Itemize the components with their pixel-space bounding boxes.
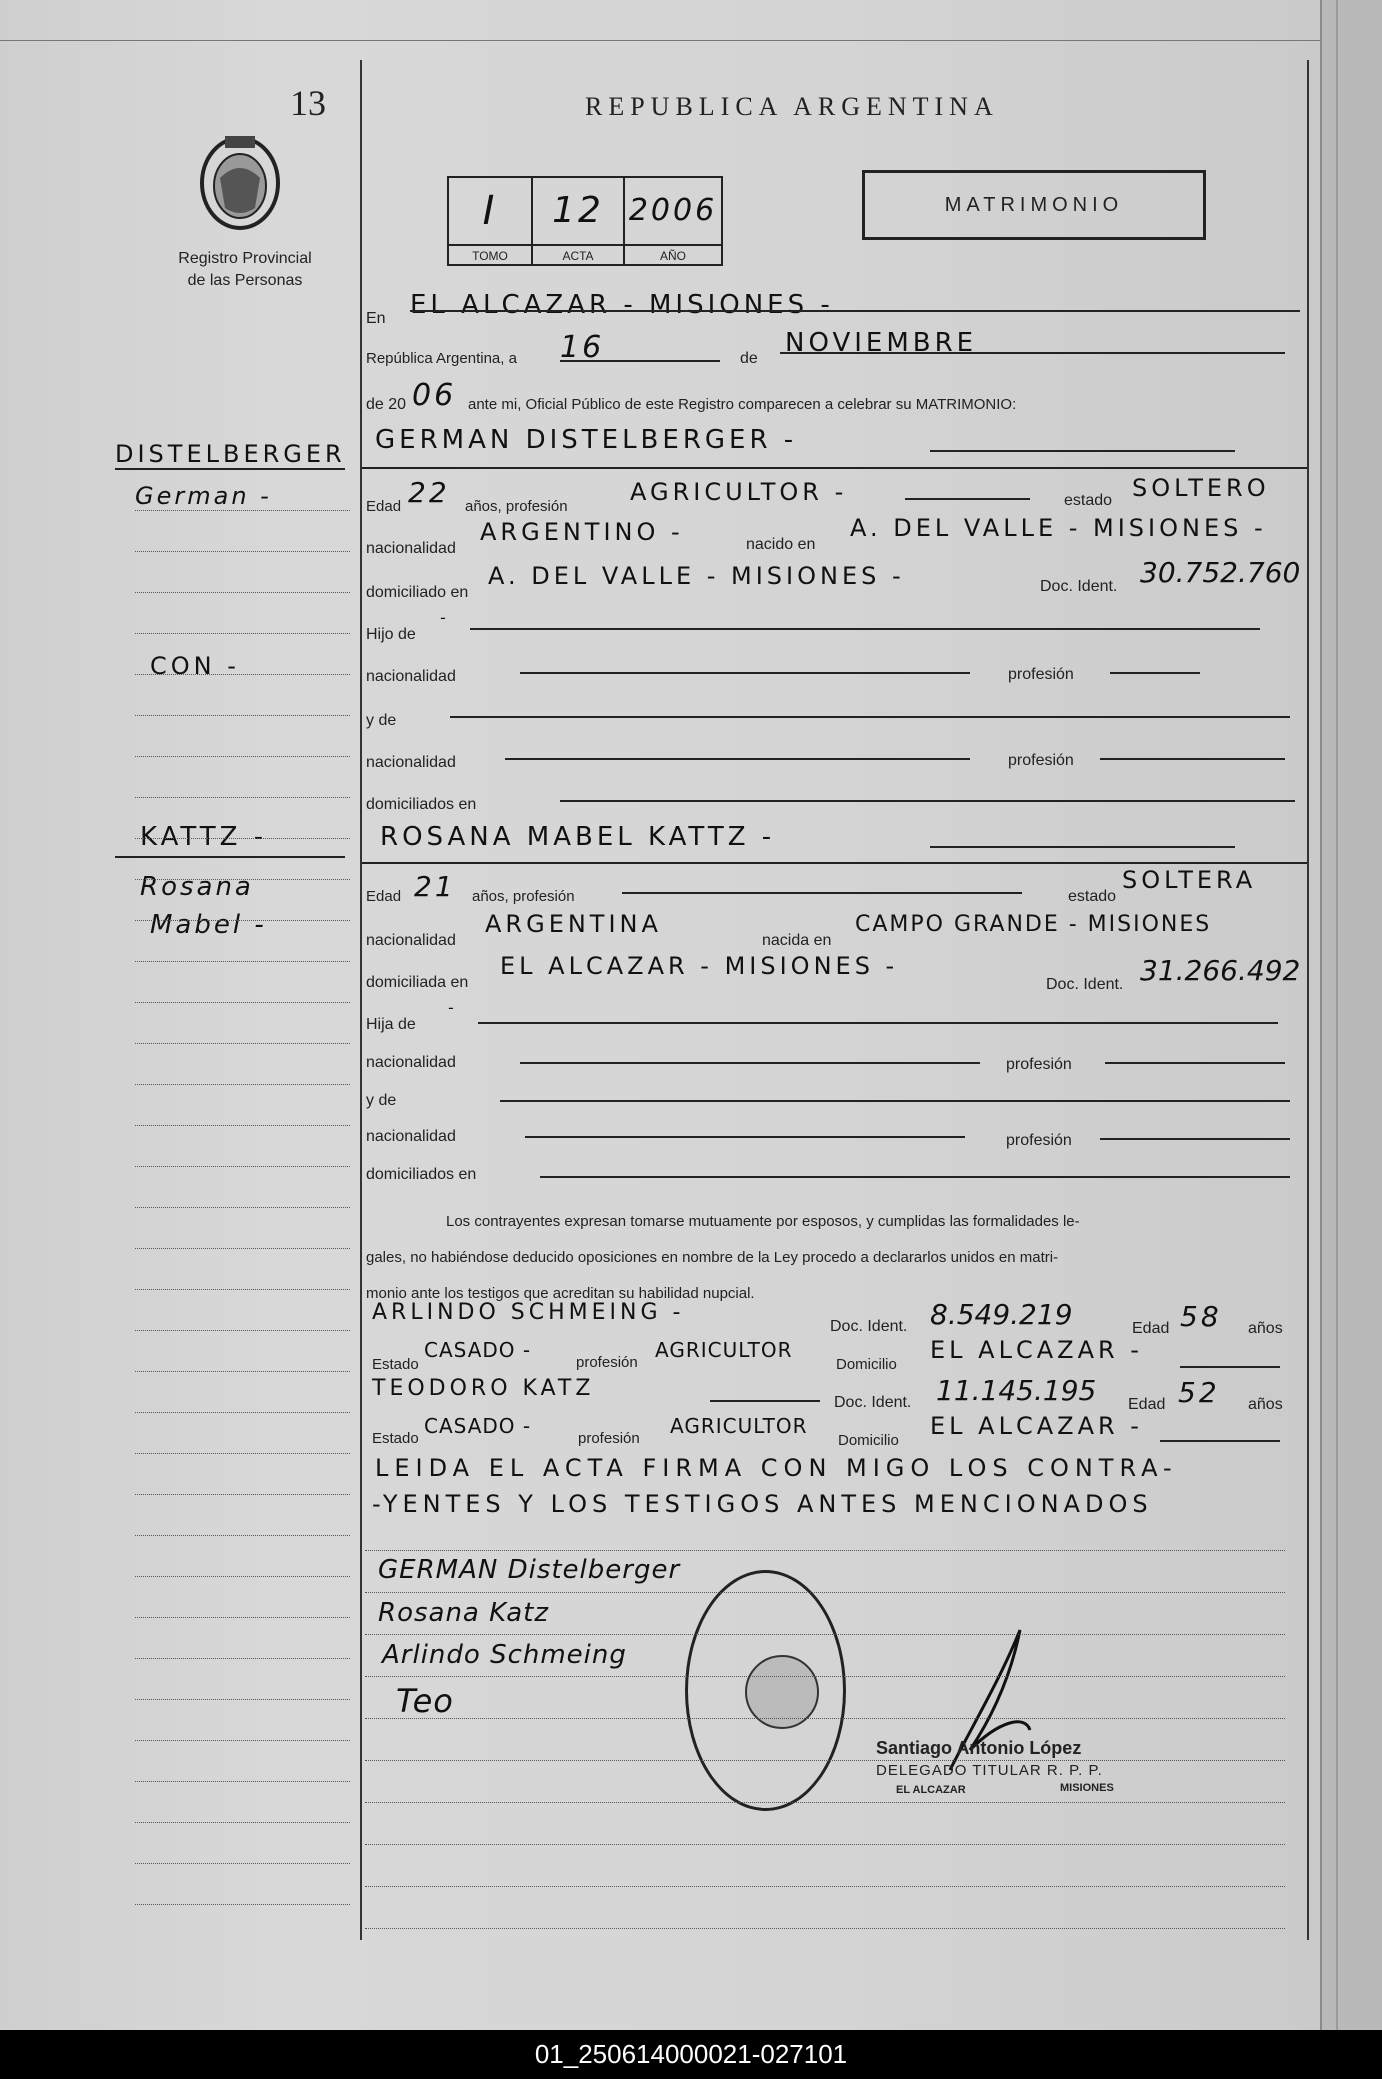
groom-nac2-line xyxy=(520,672,970,674)
groom-doc-label: Doc. Ident. xyxy=(1040,578,1118,595)
groom-prof3-line xyxy=(1100,758,1285,760)
bride-doc-value: 31.266.492 xyxy=(1140,954,1301,987)
witness1-edad-value: 58 xyxy=(1180,1300,1222,1333)
bride-domicilio-value: EL ALCAZAR - MISIONES - xyxy=(500,952,899,980)
groom-anios-profesion-label: años, profesión xyxy=(465,498,568,515)
margin-rule-line xyxy=(135,756,350,757)
hijo-line xyxy=(470,628,1260,630)
comparecen-text: ante mi, Oficial Público de este Registro comparecen a celebrar su MATRIMONIO: xyxy=(468,396,1017,413)
bride-anios-profesion-label: años, profesión xyxy=(472,888,575,905)
place-value: EL ALCAZAR - MISIONES - xyxy=(410,290,834,320)
groom-nacionalidad-value: ARGENTINO - xyxy=(480,518,684,546)
official-name: Santiago Antonio López xyxy=(876,1738,1082,1758)
witness1-domicilio-line xyxy=(1180,1366,1280,1368)
bride-estado-label: estado xyxy=(1068,888,1117,905)
margin-rule-line xyxy=(135,1494,350,1495)
republica-label: República Argentina, a xyxy=(366,350,517,367)
bride-edad-label: Edad xyxy=(366,888,402,905)
groom-margin-line xyxy=(115,468,345,470)
body-rule-line xyxy=(365,1802,1285,1803)
bride-nac2-label: nacionalidad xyxy=(366,1054,456,1071)
hija-line xyxy=(478,1022,1278,1024)
day-value: 16 xyxy=(560,330,605,365)
bride-domiciliados-label: domiciliados en xyxy=(366,1166,477,1183)
witness2-name: TEODORO KATZ xyxy=(372,1376,595,1401)
month-value: NOVIEMBRE xyxy=(785,328,978,358)
witness1-edad-label: Edad xyxy=(1132,1320,1170,1337)
country-heading: REPUBLICA ARGENTINA xyxy=(585,92,999,121)
registry-name xyxy=(165,248,325,292)
body-rule-line xyxy=(365,1676,1285,1677)
con-label: CON - xyxy=(150,652,240,680)
scan-identifier: 01_250614000021-027101 xyxy=(0,2030,1382,2079)
tomo-label: TOMO xyxy=(449,244,533,266)
margin-rule-line xyxy=(135,1658,350,1659)
acta-label: ACTA xyxy=(533,244,625,266)
witness2-estado-value: CASADO - xyxy=(424,1414,532,1438)
margin-rule xyxy=(360,60,362,1940)
registry-line2: de las Personas xyxy=(187,272,303,289)
anio-label: AÑO xyxy=(625,244,721,266)
witness2-domicilio-line xyxy=(1160,1440,1280,1442)
official-place2: MISIONES xyxy=(1060,1782,1114,1794)
groom-domicilio-value: A. DEL VALLE - MISIONES - xyxy=(488,562,905,590)
margin-rule-line xyxy=(135,715,350,716)
groom-nacido-value: A. DEL VALLE - MISIONES - xyxy=(850,514,1267,542)
bride-prof2-line xyxy=(1105,1062,1285,1064)
groom-prof3-label: profesión xyxy=(1008,752,1074,769)
groom-nac3-label: nacionalidad xyxy=(366,754,456,771)
right-rule xyxy=(1307,60,1309,1940)
groom-domiciliados-label: domiciliados en xyxy=(366,796,477,813)
witness2-domicilio-label: Domicilio xyxy=(838,1432,899,1449)
top-rule xyxy=(0,40,1320,41)
margin-rule-line xyxy=(135,1822,350,1823)
bride-nacida-label: nacida en xyxy=(762,932,832,949)
coat-of-arms-icon xyxy=(195,128,285,238)
de20-label: de 20 xyxy=(366,396,407,413)
groom-profesion-value: AGRICULTOR - xyxy=(630,478,848,506)
margin-rule-line xyxy=(135,1002,350,1003)
margin-rule-line xyxy=(135,797,350,798)
witness1-estado-value: CASADO - xyxy=(424,1338,532,1362)
signature-bride: Rosana Katz xyxy=(378,1598,550,1628)
signature-groom: GERMAN Distelberger xyxy=(378,1555,681,1585)
declaration-text xyxy=(366,1204,1296,1312)
anio-value: 2006 xyxy=(628,193,718,228)
bride-prof3-label: profesión xyxy=(1006,1132,1072,1149)
bride-prof2-label: profesión xyxy=(1006,1056,1072,1073)
groom-prof2-label: profesión xyxy=(1008,666,1074,683)
tomo-value: I xyxy=(449,178,533,244)
margin-rule-line xyxy=(135,1863,350,1864)
margin-rule-line xyxy=(135,510,350,511)
day-line xyxy=(560,360,720,362)
groom-yde-line xyxy=(450,716,1290,718)
witness1-anios-label: años xyxy=(1248,1320,1283,1337)
witness2-edad-value: 52 xyxy=(1178,1376,1220,1409)
margin-rule-line xyxy=(135,1371,350,1372)
margin-rule-line xyxy=(135,1330,350,1331)
hija-label: Hija de xyxy=(366,1016,416,1033)
margin-rule-line xyxy=(135,1535,350,1536)
bride-name-line xyxy=(930,846,1235,848)
margin-rule-line xyxy=(135,1084,350,1085)
body-rule-line xyxy=(365,1844,1285,1845)
margin-rule-line xyxy=(135,551,350,552)
groom-domiciliados-line xyxy=(560,800,1295,802)
margin-rule-line xyxy=(135,592,350,593)
margin-rule-line xyxy=(135,1617,350,1618)
groom-nac2-label: nacionalidad xyxy=(366,668,456,685)
margin-rule-line xyxy=(135,633,350,634)
groom-estado-value: SOLTERO xyxy=(1132,474,1270,502)
margin-rule-line xyxy=(135,1904,350,1905)
year-value: 06 xyxy=(412,378,457,413)
hijo-dash: - xyxy=(440,608,449,627)
groom-prof2-line xyxy=(1110,672,1200,674)
margin-rule-line xyxy=(135,1740,350,1741)
month-line xyxy=(780,352,1285,354)
witness2-profesion-value: AGRICULTOR xyxy=(670,1414,808,1438)
groom-margin-name: German - xyxy=(135,482,272,510)
margin-rule-line xyxy=(135,961,350,962)
groom-name-line xyxy=(930,450,1235,452)
declaration-line1: Los contrayentes expresan tomarse mutuamente por esposos, y cumplidas las formalidades le- xyxy=(446,1213,1080,1230)
margin-rule-line xyxy=(135,1043,350,1044)
margin-rule-line xyxy=(135,674,350,675)
groom-nacionalidad-label: nacionalidad xyxy=(366,540,456,557)
witness1-name: ARLINDO SCHMEING - xyxy=(372,1300,685,1325)
witness2-domicilio-value: EL ALCAZAR - xyxy=(930,1412,1143,1440)
margin-rule-line xyxy=(135,1781,350,1782)
witness1-domicilio-value: EL ALCAZAR - xyxy=(930,1336,1143,1364)
body-rule-line xyxy=(365,1718,1285,1719)
bride-margin-name1: Rosana xyxy=(140,872,254,902)
closing-line1: LEIDA EL ACTA FIRMA CON MIGO LOS CONTRA- xyxy=(375,1454,1178,1482)
witness2-doc-value: 11.145.195 xyxy=(936,1374,1097,1407)
de-label: de xyxy=(740,350,758,367)
hijo-label: Hijo de xyxy=(366,626,416,643)
witness2-anios-label: años xyxy=(1248,1396,1283,1413)
groom-name-divider xyxy=(362,467,1307,469)
witness1-doc-value: 8.549.219 xyxy=(930,1298,1073,1331)
bride-edad-value: 21 xyxy=(414,870,456,903)
witness1-domicilio-label: Domicilio xyxy=(836,1356,897,1373)
act-type-box: MATRIMONIO xyxy=(862,170,1206,240)
bride-margin-name2: Mabel - xyxy=(150,910,267,940)
bride-name-divider xyxy=(362,862,1307,864)
witness1-profesion-label: profesión xyxy=(576,1354,638,1371)
acta-value: 12 xyxy=(533,178,625,244)
margin-rule-line xyxy=(135,920,350,921)
bride-nac3-label: nacionalidad xyxy=(366,1128,456,1145)
body-rule-line xyxy=(365,1760,1285,1761)
hija-dash: - xyxy=(448,998,457,1017)
body-rule-line xyxy=(365,1928,1285,1929)
body-rule-line xyxy=(365,1550,1285,1551)
witness2-doc-label: Doc. Ident. xyxy=(834,1394,912,1411)
declaration-line3: monio ante los testigos que acreditan su habilidad nupcial. xyxy=(366,1285,755,1302)
witness2-name-line xyxy=(710,1400,820,1402)
bride-domiciliados-line xyxy=(540,1176,1290,1178)
groom-doc-value: 30.752.760 xyxy=(1140,556,1301,589)
declaration-line2: gales, no habiéndose deducido oposiciones en nombre de la Ley procedo a declararlos unidos en matri- xyxy=(366,1249,1059,1266)
margin-rule-line xyxy=(135,1248,350,1249)
body-rule-line xyxy=(365,1634,1285,1635)
margin-rule-line xyxy=(135,1412,350,1413)
bride-profesion-line xyxy=(622,892,1022,894)
groom-edad-label: Edad xyxy=(366,498,402,515)
bride-margin-surname: KATTZ - xyxy=(140,822,268,852)
margin-rule-line xyxy=(135,838,350,839)
witness2-estado-label: Estado xyxy=(372,1430,419,1447)
bride-full-name: ROSANA MABEL KATTZ - xyxy=(380,822,776,852)
page-edge xyxy=(1320,0,1382,2030)
body-rule-line xyxy=(365,1592,1285,1593)
margin-rule-line xyxy=(135,1207,350,1208)
signature-witness2: Teo xyxy=(396,1682,454,1720)
groom-full-name: GERMAN DISTELBERGER - xyxy=(375,425,798,455)
official-title: DELEGADO TITULAR R. P. P. xyxy=(876,1762,1103,1779)
bride-domicilio-label: domiciliada en xyxy=(366,974,469,991)
bride-prof3-line xyxy=(1100,1138,1290,1140)
groom-nacido-label: nacido en xyxy=(746,536,816,553)
bride-nacionalidad-value: ARGENTINA xyxy=(485,910,662,938)
witness1-estado-label: Estado xyxy=(372,1356,419,1373)
groom-profesion-line xyxy=(905,498,1030,500)
place-line xyxy=(410,310,1300,312)
en-label: En xyxy=(366,310,386,327)
bride-nac2-line xyxy=(520,1062,980,1064)
bride-nac3-line xyxy=(525,1136,965,1138)
bride-yde-label: y de xyxy=(366,1092,397,1109)
groom-domicilio-label: domiciliado en xyxy=(366,584,469,601)
groom-yde-label: y de xyxy=(366,712,397,729)
closing-line2: -YENTES Y LOS TESTIGOS ANTES MENCIONADOS xyxy=(372,1490,1153,1518)
groom-margin-surname: DISTELBERGER xyxy=(115,440,346,468)
margin-rule-line xyxy=(135,1125,350,1126)
margin-rule-line xyxy=(135,1699,350,1700)
groom-nac3-line xyxy=(505,758,970,760)
signature-witness1: Arlindo Schmeing xyxy=(382,1640,627,1670)
witness1-profesion-value: AGRICULTOR xyxy=(655,1338,793,1362)
bride-nacionalidad-label: nacionalidad xyxy=(366,932,456,949)
margin-rule-line xyxy=(135,1576,350,1577)
groom-edad-value: 22 xyxy=(408,476,450,509)
page-number: 13 xyxy=(290,83,326,123)
bride-yde-line xyxy=(500,1100,1290,1102)
witness2-edad-label: Edad xyxy=(1128,1396,1166,1413)
official-place1: EL ALCAZAR xyxy=(896,1784,966,1796)
registry-line1: Registro Provincial xyxy=(178,250,312,267)
margin-rule-line xyxy=(135,879,350,880)
margin-rule-line xyxy=(135,1453,350,1454)
bride-margin-line xyxy=(115,856,345,858)
bride-doc-label: Doc. Ident. xyxy=(1046,976,1124,993)
bride-nacida-value: CAMPO GRANDE - MISIONES xyxy=(855,912,1212,937)
margin-rule-line xyxy=(135,1166,350,1167)
witness1-doc-label: Doc. Ident. xyxy=(830,1318,908,1335)
groom-estado-label: estado xyxy=(1064,492,1113,509)
margin-rule-line xyxy=(135,1289,350,1290)
witness2-profesion-label: profesión xyxy=(578,1430,640,1447)
body-rule-line xyxy=(365,1886,1285,1887)
act-reference-box xyxy=(447,176,723,266)
bride-estado-value: SOLTERA xyxy=(1122,866,1257,894)
